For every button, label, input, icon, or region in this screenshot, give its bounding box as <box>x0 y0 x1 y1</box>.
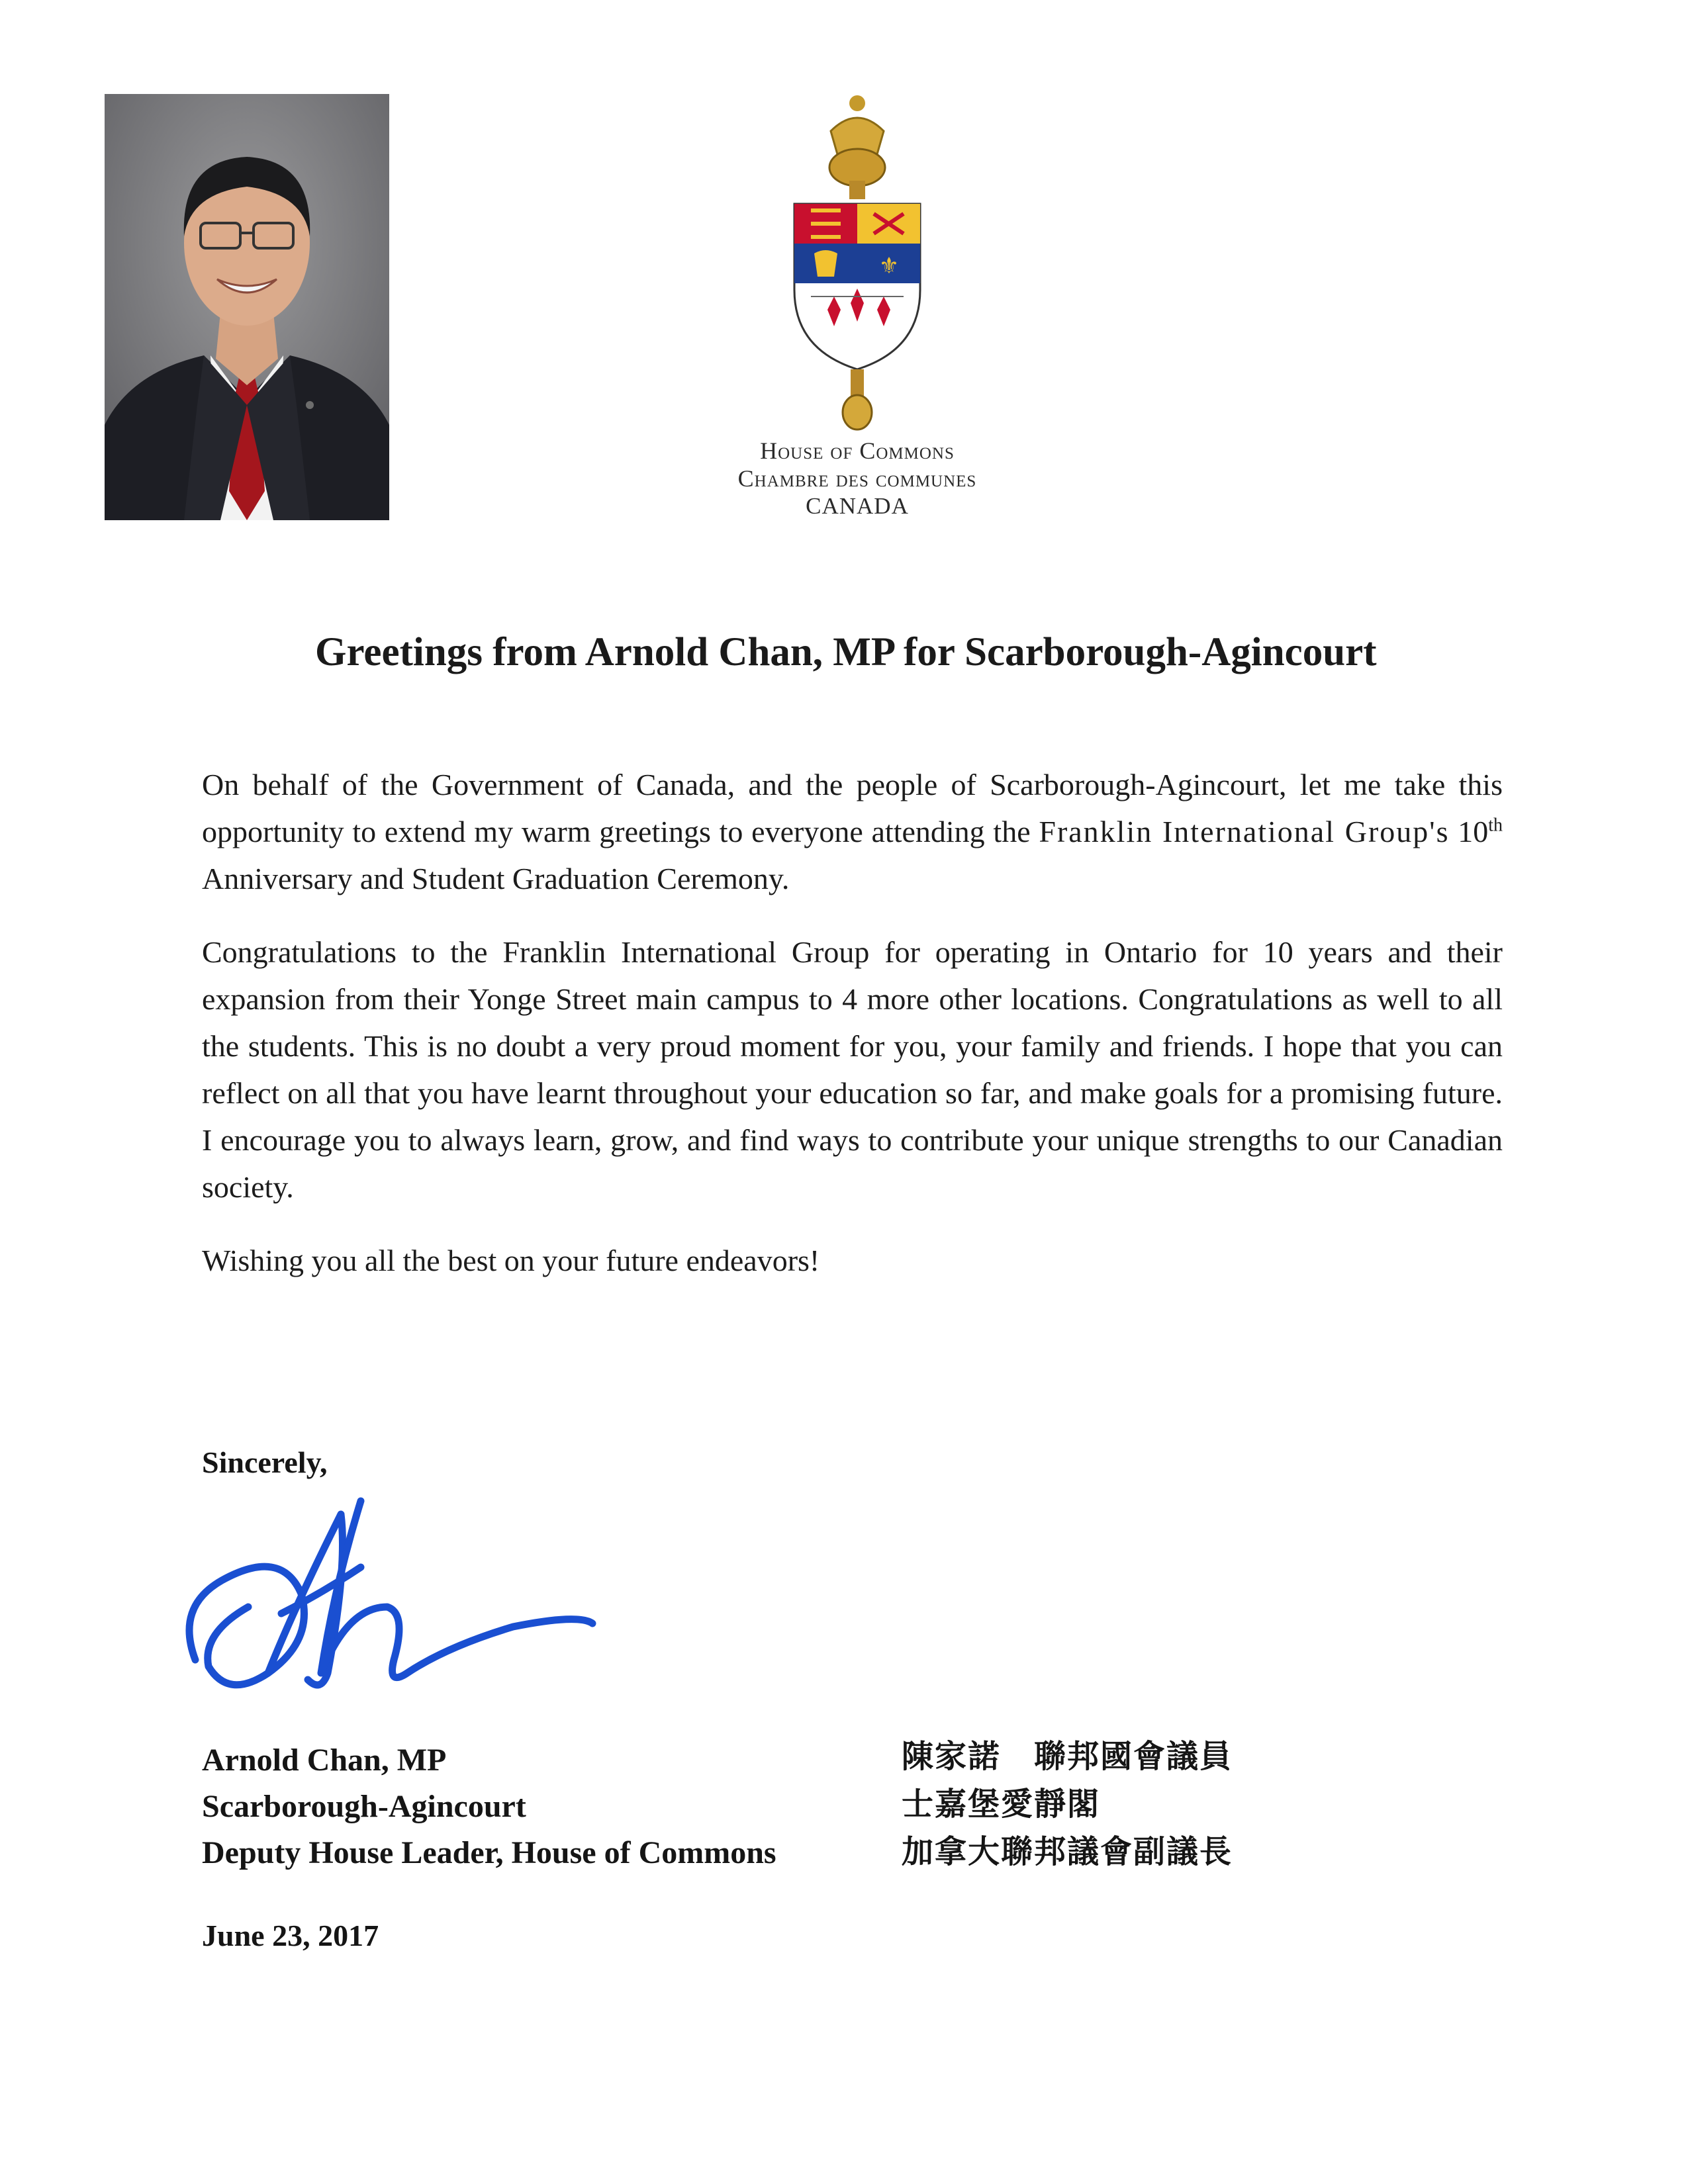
signatory-riding-chinese: 士嘉堡愛靜閣 <box>902 1786 1101 1823</box>
signatory-role: Deputy House Leader, House of Commons <box>202 1835 776 1870</box>
signatory-riding: Scarborough-Agincourt <box>202 1789 526 1824</box>
signatory-role-chinese: 加拿大聯邦議會副議長 <box>902 1833 1233 1870</box>
letterhead-country: CANADA <box>806 493 909 519</box>
svg-text:⚜: ⚜ <box>878 253 900 279</box>
signatory-name-chinese: 陳家諾 聯邦國會議員 <box>902 1738 1233 1775</box>
signatory-name: Arnold Chan, MP <box>202 1743 447 1778</box>
paragraph-2: Congratulations to the Franklin International Group for operating in Ontario for 10 years and their expansion from their Yonge Street main campus to 4 more other locations. Congratulations as well to all the students. This is no doubt a very proud moment for you, your family and friends. I hope that you can reflect on all that you have learnt throughout your education so far, and make goals for a promising future. I encourage you to always learn, grow, and find ways to contribute your unique strengths to our Canadian society. <box>202 935 1503 1204</box>
signatory-block-chinese <box>902 1733 1233 1876</box>
letter-date: June 23, 2017 <box>202 1919 379 1952</box>
signatory-block <box>202 1737 776 1876</box>
house-of-commons-crest-icon <box>784 91 930 435</box>
letterhead-french: Chambre des communes <box>737 465 977 492</box>
letterhead <box>596 437 1119 520</box>
organization-name: Franklin International Group's <box>1039 815 1450 848</box>
closing: Sincerely, <box>202 1445 328 1479</box>
page-title: Greetings from Arnold Chan, MP for Scarborough-Agincourt <box>315 630 1377 674</box>
paragraph-3: Wishing you all the best on your future endeavors! <box>202 1244 820 1277</box>
paragraph-1 <box>202 761 1503 902</box>
paragraph-1-text: On behalf of the Government of Canada, and the people of Scarborough-Agincourt, let me take this opportunity to extend my warm greetings to everyone attending the <box>202 768 1503 848</box>
portrait-photo <box>105 94 389 520</box>
letterhead-english: House of Commons <box>760 437 955 464</box>
paragraph-1-text-end: Anniversary and Student Graduation Ceremony. <box>202 862 790 895</box>
ordinal-suffix: th <box>1488 815 1503 836</box>
letter-body <box>202 761 1503 1310</box>
handwritten-signature <box>169 1475 632 1726</box>
anniversary-number: 10 <box>1449 815 1489 848</box>
